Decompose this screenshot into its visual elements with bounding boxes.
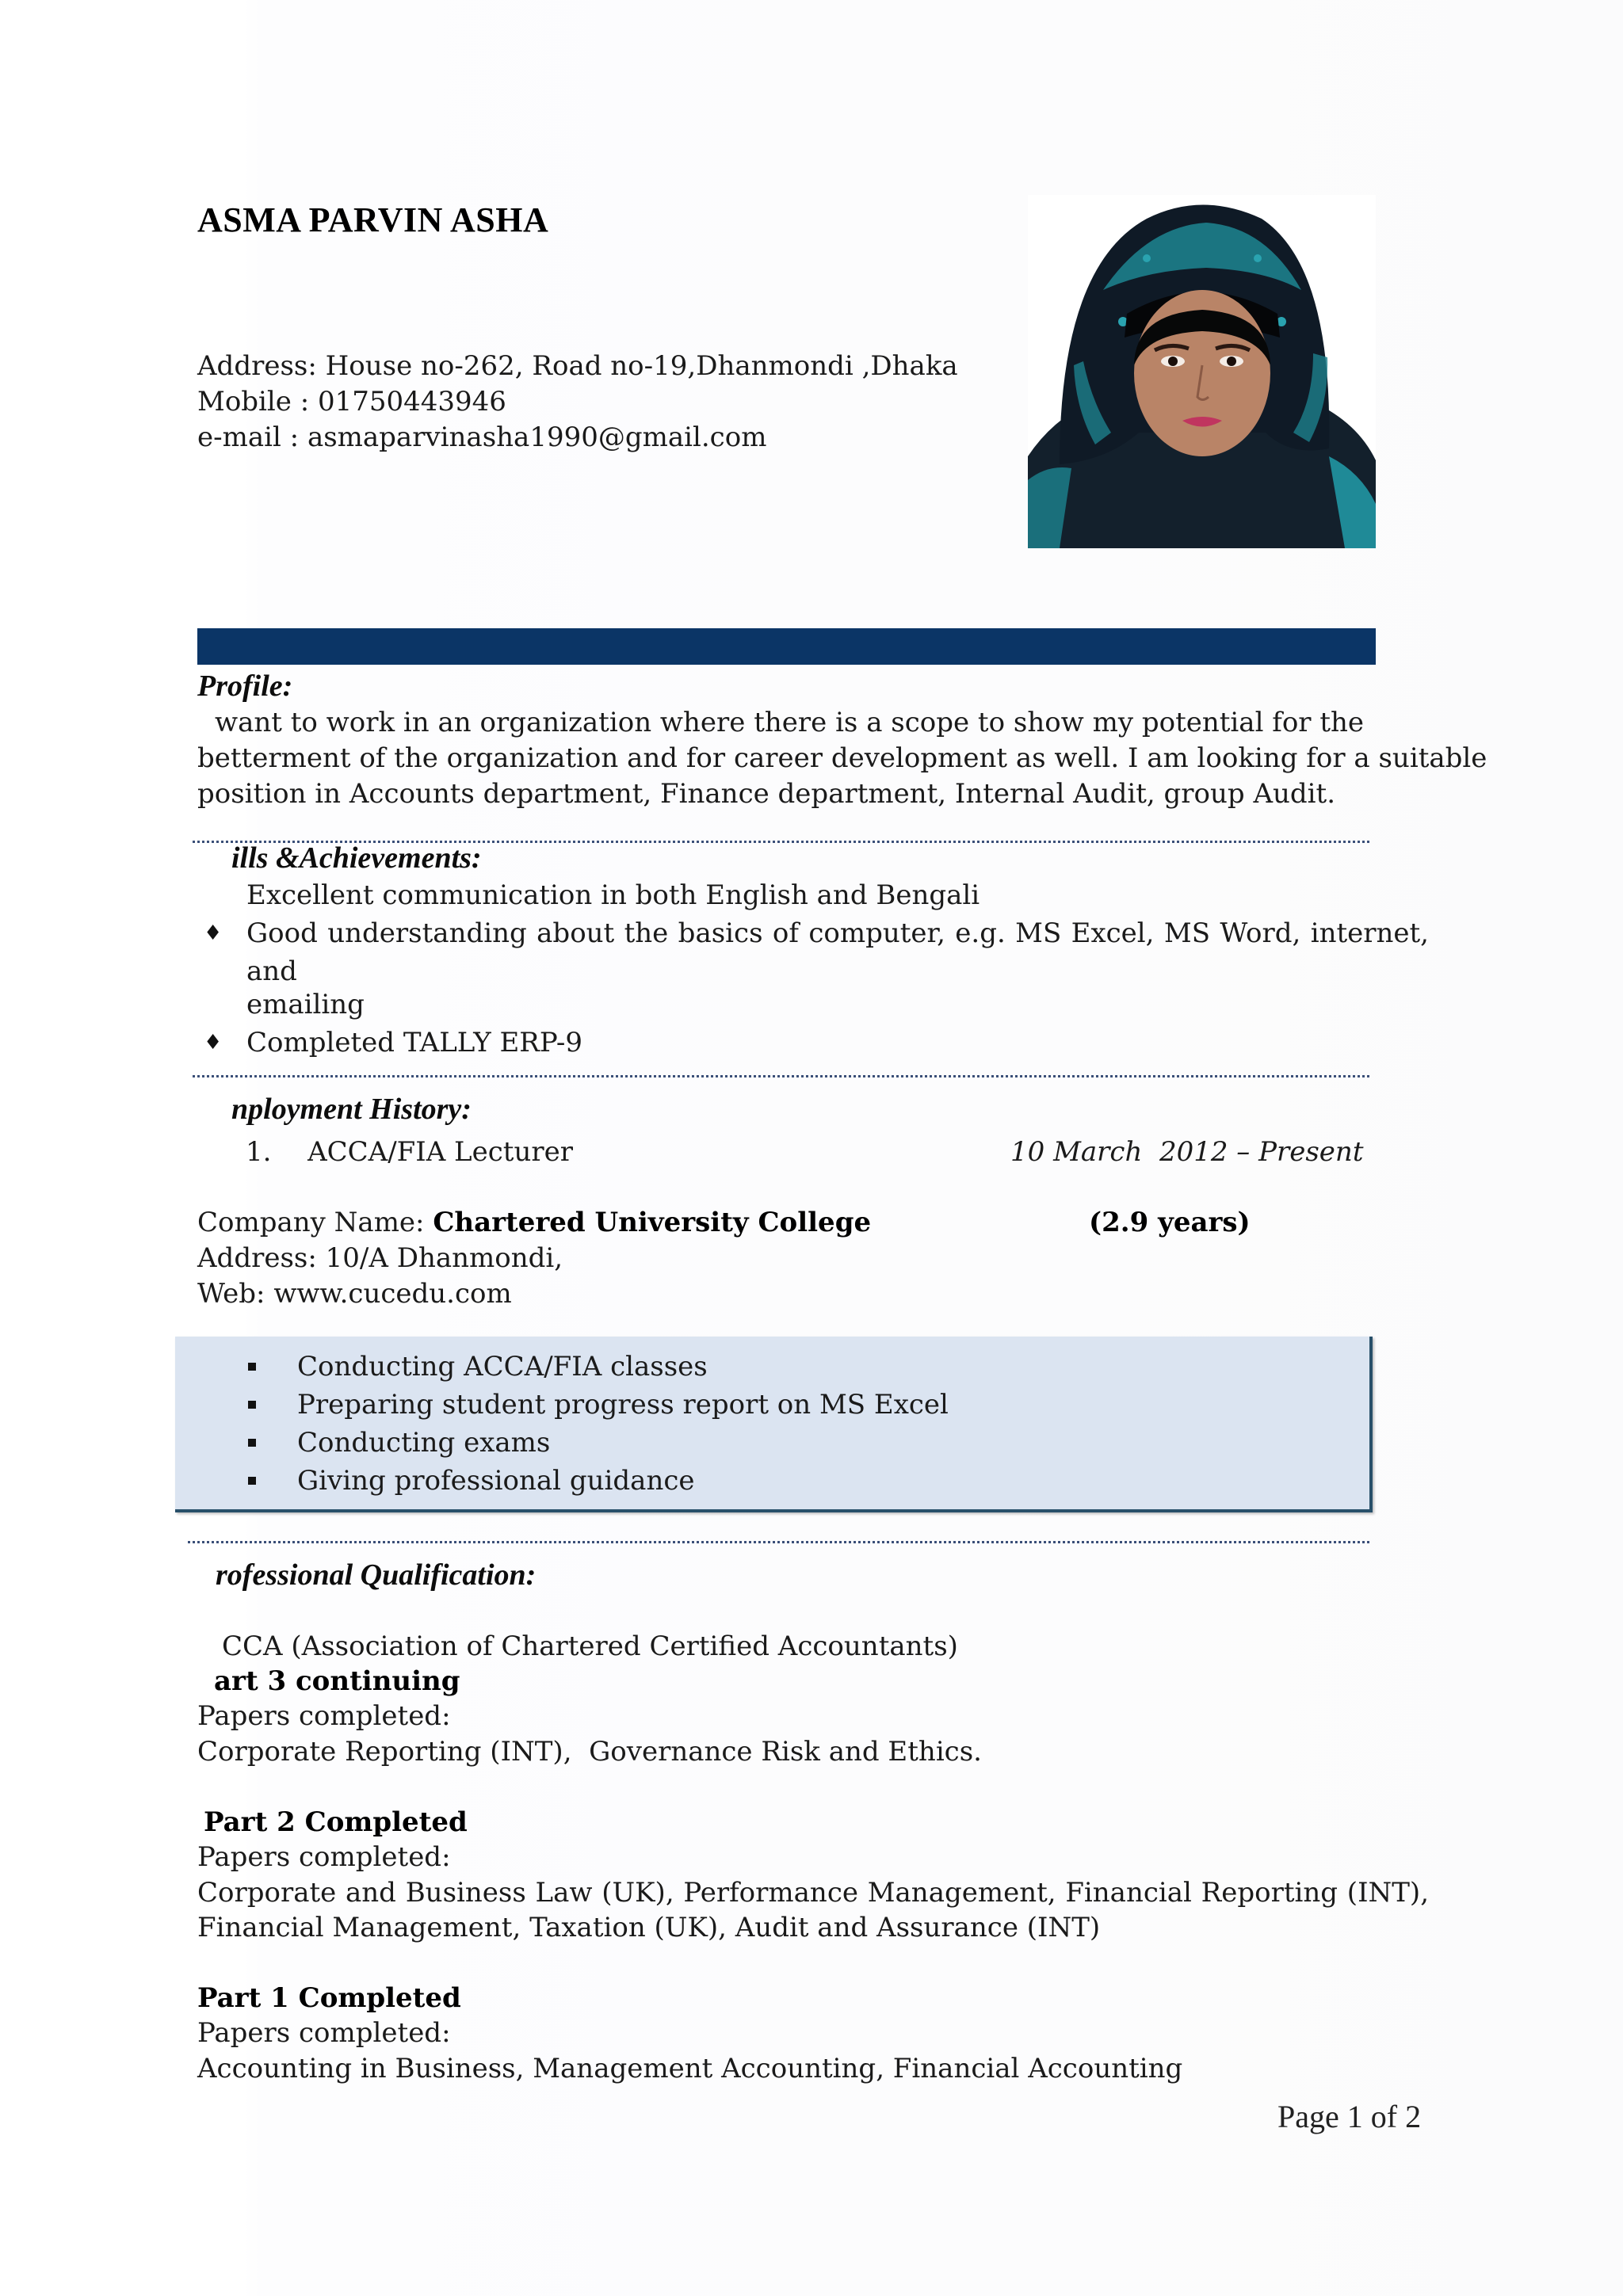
part2-papers-line: Corporate and Business Law (UK), Performance Management, Financial Reporting (INT),: [197, 1877, 1429, 1909]
acca-title: CCA (Association of Chartered Certified Accountants): [222, 1630, 958, 1662]
company-address: Address: 10/A Dhanmondi,: [197, 1242, 563, 1274]
duty-text: Conducting ACCA/FIA classes: [297, 1351, 708, 1383]
contact-address: Address: House no-262, Road no-19,Dhanmondi ,Dhaka: [197, 350, 958, 382]
square-bullet-icon: [248, 1477, 256, 1485]
skills-list: [197, 876, 1429, 1062]
duties-box: [175, 1337, 1373, 1512]
part1-papers-label: Papers completed:: [197, 2017, 451, 2049]
company-web: Web: www.cucedu.com: [197, 1278, 512, 1310]
duty-item: [248, 1386, 1369, 1424]
dotted-divider: [193, 1075, 1369, 1077]
duty-item: [248, 1462, 1369, 1500]
section-divider-bar: [197, 628, 1376, 665]
skill-item-continuation: [197, 986, 1429, 1024]
profile-heading: Profile:: [197, 669, 293, 703]
skill-text: Excellent communication in both English and Bengali: [246, 879, 980, 911]
skill-item: [197, 914, 1429, 990]
job-title-row: [246, 1135, 573, 1170]
company-label: Company Name:: [197, 1207, 433, 1238]
qualification-heading: rofessional Qualification:: [216, 1558, 537, 1592]
page-number: Page 1 of 2: [1277, 2099, 1422, 2134]
contact-email: e-mail : asmaparvinasha1990@gmail.com: [197, 421, 767, 453]
part3-title: art 3 continuing: [214, 1665, 460, 1697]
skill-item: [197, 1024, 1429, 1062]
profile-photo: [1028, 195, 1376, 548]
duty-text: Conducting exams: [297, 1427, 551, 1459]
job-duration: (2.9 years): [1089, 1207, 1251, 1238]
part3-papers: Corporate Reporting (INT), Governance Risk and Ethics.: [197, 1736, 982, 1768]
skill-text: Good understanding about the basics of computer, e.g. MS Excel, MS Word, internet, and: [246, 917, 1429, 987]
part2-papers-label: Papers completed:: [197, 1841, 451, 1873]
duty-text: Giving professional guidance: [297, 1465, 695, 1497]
employment-heading: nployment History:: [231, 1093, 472, 1126]
duty-text: Preparing student progress report on MS Excel: [297, 1389, 949, 1421]
profile-line: position in Accounts department, Finance department, Internal Audit, group Audit.: [197, 778, 1336, 810]
part1-title: Part 1 Completed: [197, 1982, 461, 2014]
candidate-name: ASMA PARVIN ASHA: [197, 200, 549, 239]
contact-block: [197, 349, 958, 456]
part1-papers: Accounting in Business, Management Accounting, Financial Accounting: [197, 2053, 1183, 2084]
company-name: Chartered University College: [433, 1207, 872, 1238]
part3-papers-label: Papers completed:: [197, 1700, 451, 1732]
square-bullet-icon: [248, 1401, 256, 1409]
job-dates: 10 March 2012 – Present: [1010, 1136, 1364, 1168]
diamond-bullet-icon: ♦: [204, 1031, 223, 1055]
profile-line: want to work in an organization where there is a scope to show my potential for the: [215, 707, 1365, 738]
company-row: [197, 1205, 871, 1241]
profile-text: [197, 705, 1487, 812]
square-bullet-icon: [248, 1439, 256, 1447]
part2-title: Part 2 Completed: [204, 1806, 468, 1838]
contact-mobile: Mobile : 01750443946: [197, 386, 506, 418]
duty-item: [248, 1424, 1369, 1462]
skill-text: Completed TALLY ERP-9: [246, 1027, 583, 1058]
duties-list: [175, 1337, 1369, 1500]
profile-line: betterment of the organization and for career development as well. I am looking for a suitable: [197, 742, 1487, 774]
skill-text: emailing: [246, 989, 365, 1020]
duty-item: [248, 1348, 1369, 1386]
job-number: 1.: [246, 1136, 272, 1168]
diamond-bullet-icon: ♦: [204, 921, 223, 945]
square-bullet-icon: [248, 1363, 256, 1371]
part2-papers-line: Financial Management, Taxation (UK), Audit and Assurance (INT): [197, 1912, 1101, 1943]
skill-item: [197, 876, 1429, 914]
dotted-divider: [188, 1541, 1369, 1543]
job-title: ACCA/FIA Lecturer: [307, 1136, 573, 1168]
skills-heading: ills &Achievements:: [231, 841, 482, 875]
